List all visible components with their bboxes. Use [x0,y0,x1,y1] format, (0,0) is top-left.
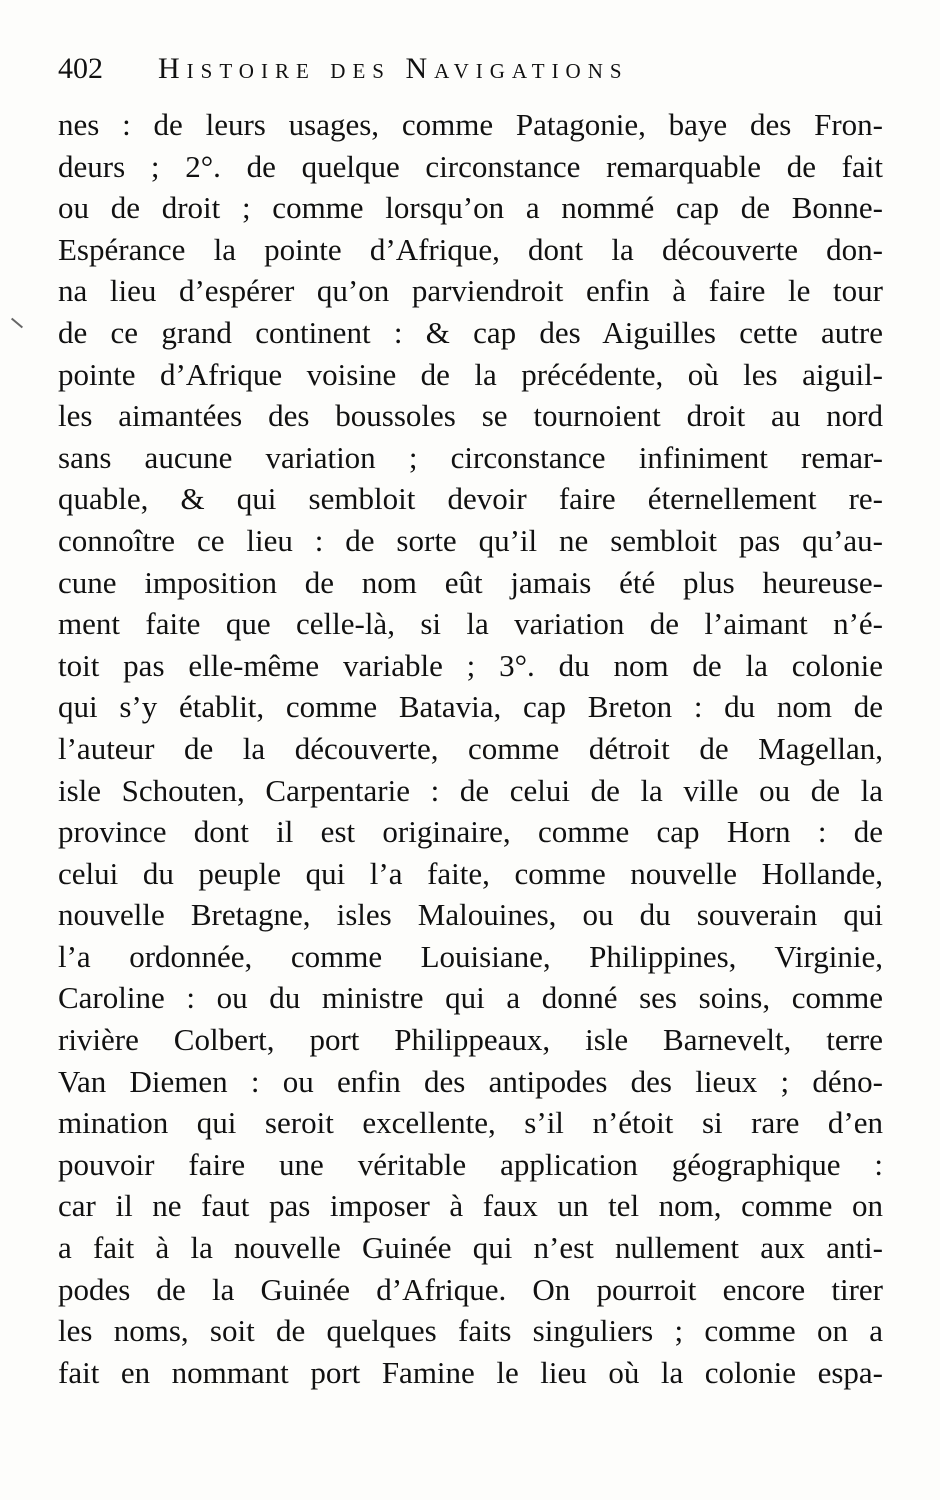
text-line: a fait à la nouvelle Guinée qui n’est nullement aux anti- [58,1230,883,1266]
text-line: l’a ordonnée, comme Louisiane, Philippines, Virginie, [58,938,883,974]
text-line: deurs ; 2°. de quelque circonstance remarquable de fait [58,148,883,184]
text-line: Caroline : ou du ministre qui a donné ses soins, comme [58,980,883,1016]
text-line: pointe d’Afrique voisine de la précédente, où les aiguil- [58,356,883,392]
text-line: les aimantées des boussoles se tournoient droit au nord [58,398,883,434]
text-line: cune imposition de nom eût jamais été plus heureuse- [58,564,883,600]
text-line: mination qui seroit excellente, s’il n’étoit si rare d’en [58,1105,883,1141]
text-line: car il ne faut pas imposer à faux un tel nom, comme on [58,1188,883,1224]
text-line: l’auteur de la découverte, comme détroit de Magellan, [58,730,883,766]
text-line: podes de la Guinée d’Afrique. On pourroit encore tirer [58,1271,883,1307]
text-line: sans aucune variation ; circonstance infiniment remar- [58,439,883,475]
text-line: toit pas elle-même variable ; 3°. du nom de la colonie [58,647,883,683]
margin-mark [11,318,23,329]
page-number: 402 [58,52,103,85]
text-line: ou de droit ; comme lorsqu’on a nommé cap de Bonne- [58,190,883,226]
running-head [58,52,883,104]
text-line: les noms, soit de quelques faits singuliers ; comme on a [58,1313,883,1349]
text-line: qui s’y établit, comme Batavia, cap Breton : du nom de [58,689,883,725]
text-line: na lieu d’espérer qu’on parviendroit enfin à faire le tour [58,273,883,309]
text-line: fait en nommant port Famine le lieu où la colonie espa- [58,1354,883,1390]
text-line: ment faite que celle-là, si la variation de l’aimant n’é- [58,606,883,642]
text-line: de ce grand continent : & cap des Aiguilles cette autre [58,314,883,350]
text-line: rivière Colbert, port Philippeaux, isle Barnevelt, terre [58,1022,883,1058]
body-text [58,104,883,1393]
text-line: Van Diemen : ou enfin des antipodes des lieux ; déno- [58,1063,883,1099]
text-line: isle Schouten, Carpentarie : de celui de la ville ou de la [58,772,883,808]
text-line: nouvelle Bretagne, isles Malouines, ou du souverain qui [58,897,883,933]
running-title: Histoire des Navigations [158,52,629,85]
book-page [58,52,883,1452]
text-line: quable, & qui sembloit devoir faire éternellement re- [58,481,883,517]
text-line: pouvoir faire une véritable application géographique : [58,1146,883,1182]
text-line: Espérance la pointe d’Afrique, dont la découverte don- [58,231,883,267]
text-line: celui du peuple qui l’a faite, comme nouvelle Hollande, [58,855,883,891]
text-line: nes : de leurs usages, comme Patagonie, baye des Fron- [58,107,883,142]
text-line: province dont il est originaire, comme cap Horn : de [58,814,883,850]
text-line: connoître ce lieu : de sorte qu’il ne sembloit pas qu’au- [58,522,883,558]
